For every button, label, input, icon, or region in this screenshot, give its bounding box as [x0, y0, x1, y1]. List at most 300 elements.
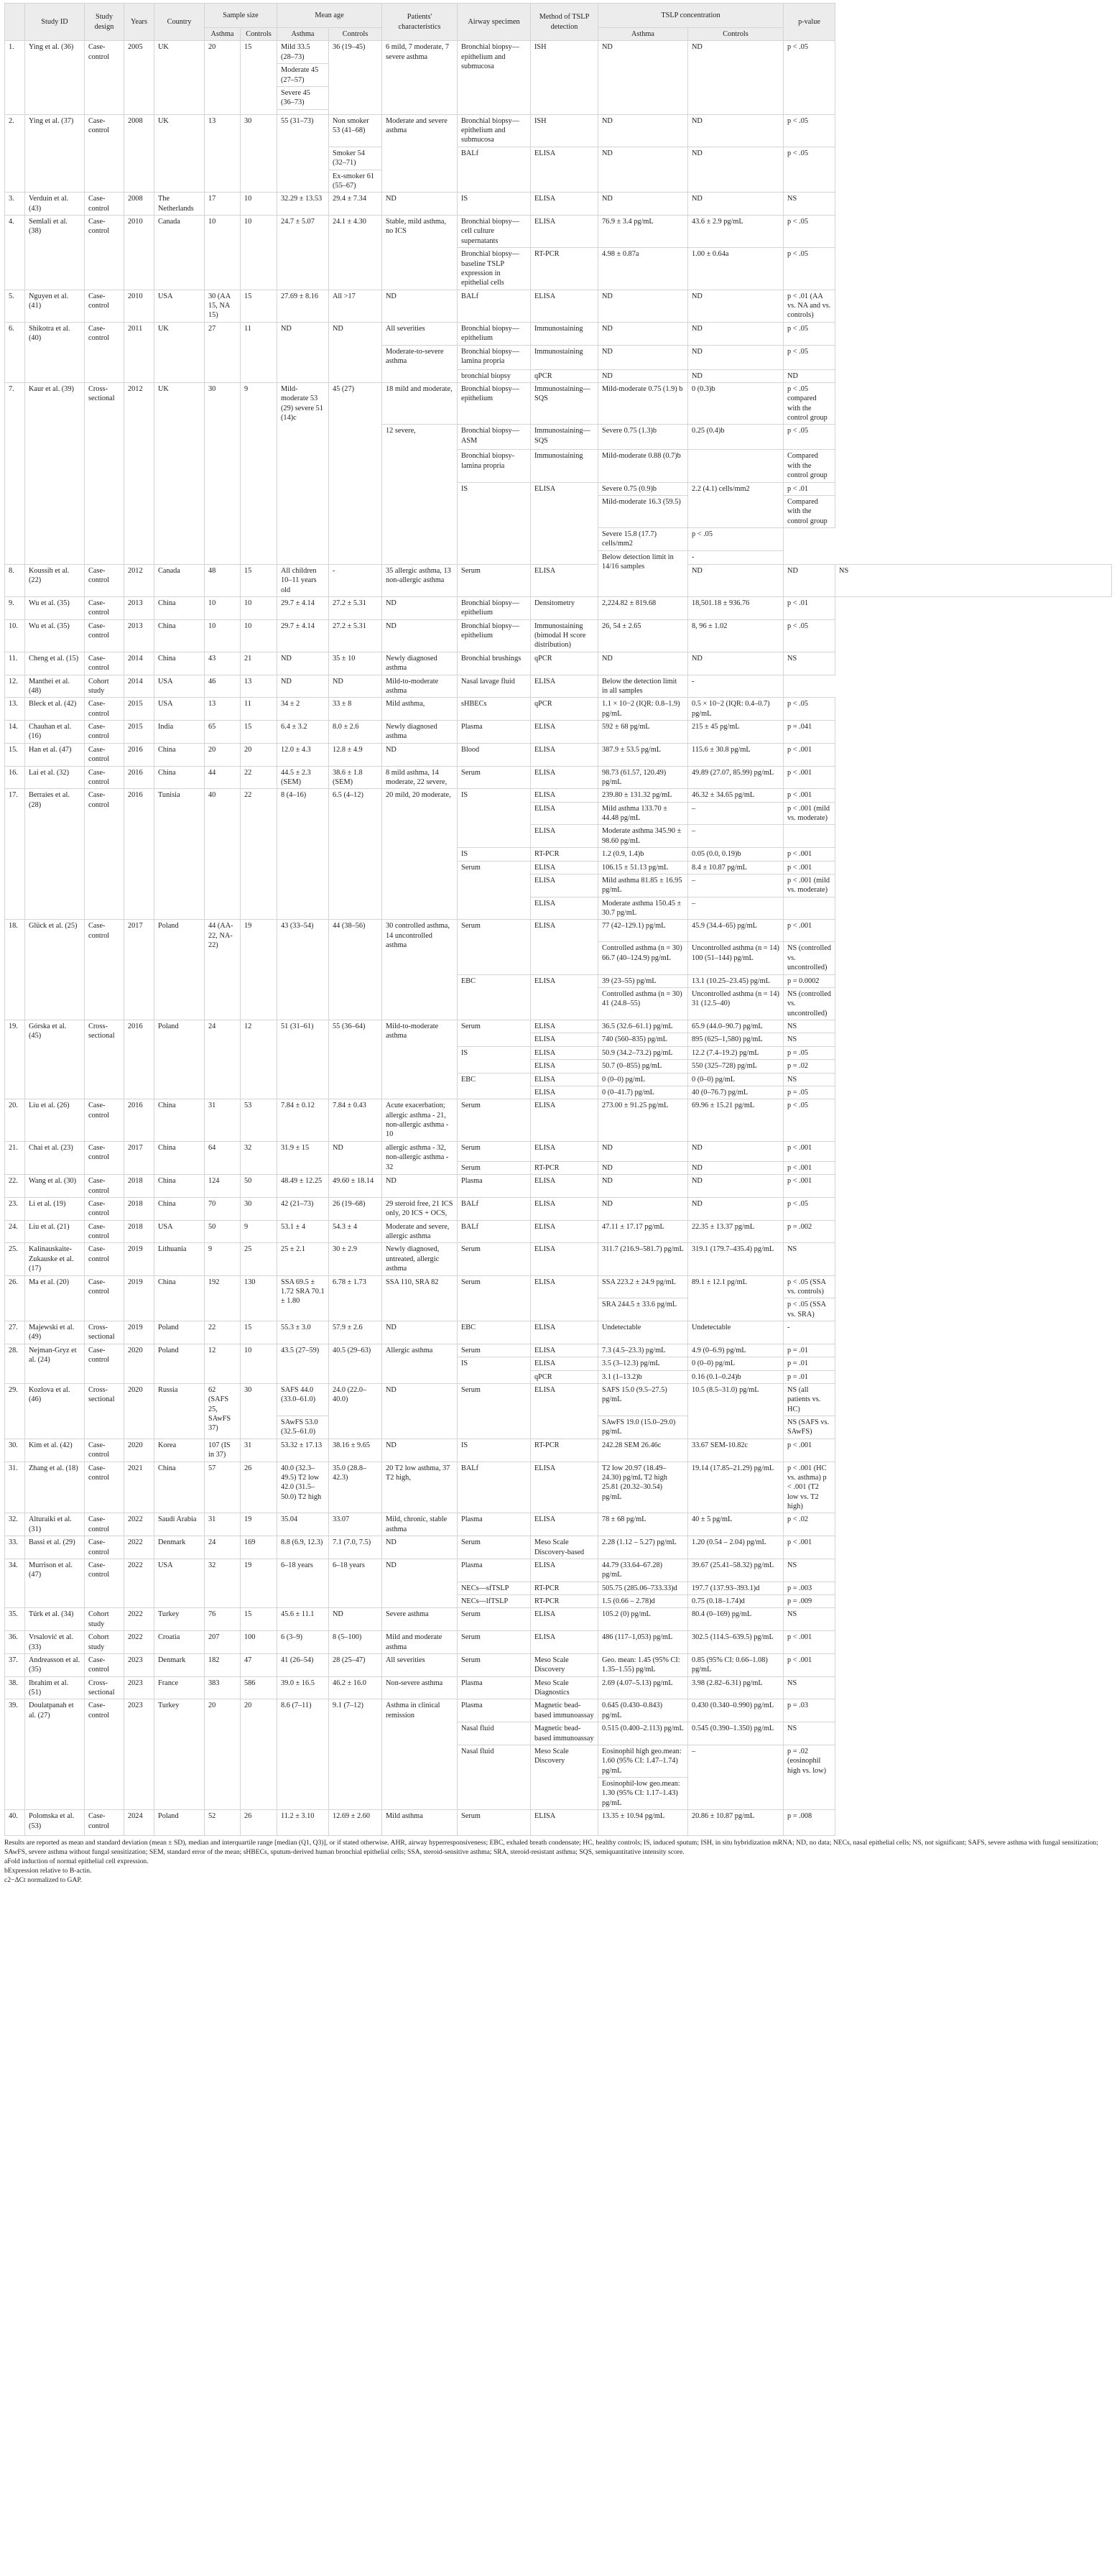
table-cell: Bronchial biopsy—baseline TSLP expression in epithelial cells — [458, 248, 531, 290]
table-cell: 2018 — [124, 1220, 154, 1243]
table-cell: 15 — [241, 290, 277, 322]
table-cell: 19 — [241, 920, 277, 1020]
table-cell: 18 mild and moderate, — [382, 382, 458, 425]
footnote-abbreviations: Results are reported as mean and standard deviation (mean ± SD), median and interquartile range [median (Q1, Q3)], or if stated otherwise. AHR, airway hyperresponsiveness; EBC, exhaled breath condensate; HC, healthy controls; IS, induced sputum; ISH, in situ hybridization mRNA; ND, no data; NECs, nasal epithelial cells; NS, not significant; SAFS, severe asthma with fungal sensitization; SAwFS, severe asthma without fungal sensitization; SEM, standard error of the mean; sHBECs, sputum-derived human bronchial epithelial cells; SSA, steroid-sensitive asthma; SRA, steroid-resistant asthma; SQS, semiquantitative intensity score. — [4, 1839, 1098, 1857]
table-cell: 69.96 ± 15.21 pg/mL — [688, 1099, 784, 1142]
table-cell: 32 — [241, 1141, 277, 1174]
table-cell: Case-control — [85, 193, 124, 216]
table-cell: Tunisia — [154, 789, 205, 920]
table-cell: qPCR — [531, 652, 598, 675]
table-cell: Case-control — [85, 1810, 124, 1836]
table-cell: Severe 0.75 (0.9)b — [598, 482, 688, 495]
table-cell: ND — [688, 114, 784, 147]
table-cell: 2024 — [124, 1810, 154, 1836]
table-cell: Meso Scale Discovery-based — [531, 1536, 598, 1559]
table-cell: 106.15 ± 51.13 pg/mL — [598, 861, 688, 874]
table-cell: 45.9 (34.4–65) pg/mL — [688, 920, 784, 942]
table-cell: USA — [154, 290, 205, 322]
table-cell: Serum — [458, 861, 531, 920]
table-cell: – — [688, 1745, 784, 1809]
table-cell: 47.11 ± 17.17 pg/mL — [598, 1220, 688, 1243]
table-cell: China — [154, 766, 205, 789]
table-cell: NS — [784, 1608, 835, 1631]
table-cell: 2019 — [124, 1243, 154, 1275]
table-cell: 1.5 (0.66 – 2.78)d — [598, 1595, 688, 1608]
table-cell: 40.0 (32.3–49.5) T2 low 42.0 (31.5–50.0) T2 high — [277, 1462, 329, 1513]
table-cell: 6.5 (4–12) — [329, 789, 382, 920]
table-row — [5, 1631, 1112, 1654]
table-cell: NS — [784, 1559, 835, 1582]
table-cell: 50.9 (34.2–73.2) pg/mL — [598, 1046, 688, 1059]
table-cell: ND — [598, 652, 688, 675]
table-cell: Chauhan et al. (16) — [25, 721, 85, 744]
table-cell: 32 — [205, 1559, 241, 1608]
table-cell: 2010 — [124, 290, 154, 322]
subheader-sample-asthma: Asthma — [205, 28, 241, 41]
table-row — [5, 1197, 1112, 1220]
table-cell: 20 T2 low asthma, 37 T2 high, — [382, 1462, 458, 1513]
table-cell: 7.3 (4.5–23.3) pg/mL — [598, 1344, 688, 1357]
table-cell: p < .001 (mild vs. moderate) — [784, 874, 835, 897]
table-cell: 27.2 ± 5.31 — [329, 619, 382, 652]
table-cell: 0.16 (0.1–0.24)b — [688, 1370, 784, 1383]
table-row — [5, 1439, 1112, 1462]
table-cell: Meso Scale Discovery — [531, 1745, 598, 1809]
table-cell: 1.1 × 10−2 (IQR: 0.8–1.9) pg/mL — [598, 698, 688, 721]
table-cell: 22.35 ± 13.37 pg/mL — [688, 1220, 784, 1243]
table-cell: 22 — [241, 766, 277, 789]
table-cell: Murrison et al. (47) — [25, 1559, 85, 1608]
table-cell: - — [329, 564, 382, 596]
table-cell: China — [154, 1197, 205, 1220]
table-cell: ISH — [531, 114, 598, 147]
table-cell: ELISA — [531, 1099, 598, 1142]
table-cell: IS — [458, 193, 531, 216]
table-cell: 48 — [205, 564, 241, 596]
table-cell: p < .001 — [784, 861, 835, 874]
table-cell: p < .001 — [784, 1141, 835, 1161]
table-cell: 49.60 ± 18.14 — [329, 1175, 382, 1198]
table-cell: ELISA — [531, 1383, 598, 1439]
table-footnotes — [4, 1839, 1112, 1885]
table-cell: NS — [784, 1722, 835, 1745]
table-cell: 130 — [241, 1275, 277, 1321]
table-cell: 2016 — [124, 789, 154, 920]
table-cell: 30 — [205, 382, 241, 564]
table-cell: ELISA — [531, 1033, 598, 1046]
table-cell: ELISA — [531, 1559, 598, 1582]
table-cell: BALf — [458, 147, 531, 193]
table-cell: 10 — [241, 216, 277, 290]
table-cell: NS — [784, 193, 835, 216]
table-cell: ND — [382, 619, 458, 652]
table-cell: p = .008 — [784, 1810, 835, 1836]
table-cell: 107 (IS in 37) — [205, 1439, 241, 1462]
table-cell: 50.7 (0–855) pg/mL — [598, 1060, 688, 1073]
table-cell: p = 0.0002 — [784, 974, 835, 987]
table-cell: Kim et al. (42) — [25, 1439, 85, 1462]
table-cell: qPCR — [531, 369, 598, 382]
table-cell: 2012 — [124, 382, 154, 564]
table-cell: 53.32 ± 17.13 — [277, 1439, 329, 1462]
table-cell: p < .05 — [688, 528, 784, 551]
subheader-tslp-controls: Controls — [688, 28, 784, 41]
table-cell: 53.1 ± 4 — [277, 1220, 329, 1243]
table-cell: p = .01 — [784, 1344, 835, 1357]
table-cell: Severe 0.75 (1.3)b — [598, 425, 688, 450]
table-cell: 44 (38–56) — [329, 920, 382, 1020]
table-cell: EBC — [458, 974, 531, 1020]
table-cell: 49.89 (27.07, 85.99) pg/mL — [688, 766, 784, 789]
table-cell: Liu et al. (26) — [25, 1099, 85, 1142]
table-cell: 51 (31–61) — [277, 1020, 329, 1099]
table-cell: 10. — [5, 619, 25, 652]
table-cell: p < .05 — [784, 322, 835, 345]
table-cell: IS — [458, 1439, 531, 1462]
table-cell: 2013 — [124, 596, 154, 619]
table-cell: 19 — [241, 1559, 277, 1608]
table-cell: ND — [382, 290, 458, 322]
table-cell: ND — [277, 322, 329, 382]
table-cell: Bleck et al. (42) — [25, 698, 85, 721]
table-cell: – — [688, 825, 784, 848]
table-cell: Lithuania — [154, 1243, 205, 1275]
table-cell: ND — [598, 345, 688, 369]
header-method: Method of TSLP detection — [531, 4, 598, 41]
table-cell: ND — [688, 564, 784, 596]
table-cell: Case-control — [85, 698, 124, 721]
table-cell: 8. — [5, 564, 25, 596]
table-cell: 105.2 (0) pg/mL — [598, 1608, 688, 1631]
table-cell: ND — [382, 1383, 458, 1439]
table-cell: USA — [154, 675, 205, 698]
table-cell: 2022 — [124, 1608, 154, 1631]
table-cell: p = .01 — [784, 1357, 835, 1370]
table-cell: Zhang et al. (18) — [25, 1462, 85, 1513]
table-cell — [784, 897, 835, 920]
table-cell: 24.7 ± 5.07 — [277, 216, 329, 290]
table-cell: 13.1 (10.25–23.45) pg/mL — [688, 974, 784, 987]
table-cell: p < .001 — [784, 848, 835, 861]
table-cell: 46.2 ± 16.0 — [329, 1676, 382, 1699]
table-cell: USA — [154, 1559, 205, 1608]
table-cell: p = .02 — [784, 1060, 835, 1073]
table-cell: 37. — [5, 1653, 25, 1676]
table-cell: Plasma — [458, 721, 531, 744]
table-cell: ELISA — [531, 874, 598, 897]
table-cell: 18,501.18 ± 936.76 — [688, 596, 784, 619]
table-cell: 50 — [205, 1220, 241, 1243]
table-cell: p = .03 — [784, 1699, 835, 1722]
table-cell: 10.5 (8.5–31.0) pg/mL — [688, 1383, 784, 1439]
table-cell: 197.7 (137.93–393.1)d — [688, 1582, 784, 1594]
table-cell: ND — [598, 290, 688, 322]
table-cell: 10 — [205, 596, 241, 619]
table-cell: p < .05 compared with the control group — [784, 382, 835, 425]
table-cell: Serum — [458, 1141, 531, 1161]
table-cell: ND — [688, 290, 784, 322]
table-row — [5, 1559, 1112, 1582]
table-cell: ELISA — [531, 1220, 598, 1243]
footnote-c: c2−ΔCt normalized to GAP. — [4, 1875, 83, 1884]
table-cell: 5. — [5, 290, 25, 322]
table-cell: Case-control — [85, 721, 124, 744]
table-cell: UK — [154, 114, 205, 193]
table-cell: Case-control — [85, 1439, 124, 1462]
table-cell: 8 (4–16) — [277, 789, 329, 920]
table-cell: p < .001 — [784, 766, 835, 789]
table-cell: 100 — [241, 1631, 277, 1654]
table-cell: RT-PCR — [531, 1582, 598, 1594]
table-cell: 15 — [241, 721, 277, 744]
table-cell: 2010 — [124, 216, 154, 290]
table-cell: 10 — [205, 216, 241, 290]
table-cell: 8 (5–100) — [329, 1631, 382, 1654]
table-cell: 2005 — [124, 41, 154, 114]
table-cell: ND — [382, 1536, 458, 1559]
table-cell: 9. — [5, 596, 25, 619]
table-cell: 43 — [205, 652, 241, 675]
table-cell: Serum — [458, 1653, 531, 1676]
table-row — [5, 619, 1112, 652]
table-cell: IS — [458, 848, 531, 861]
table-cell: 62 (SAFS 25, SAwFS 37) — [205, 1383, 241, 1439]
table-cell: Poland — [154, 1344, 205, 1383]
table-cell: Case-control — [85, 652, 124, 675]
table-cell: 47 — [241, 1653, 277, 1676]
table-cell: ND — [688, 1141, 784, 1161]
table-cell: 38.16 ± 9.65 — [329, 1439, 382, 1462]
table-cell: 6 mild, 7 moderate, 7 severe asthma — [382, 41, 458, 114]
table-cell: - — [688, 550, 784, 564]
table-cell: ELISA — [531, 897, 598, 920]
table-cell: p < .05 — [784, 619, 835, 652]
table-cell: 239.80 ± 131.32 pg/mL — [598, 789, 688, 802]
table-cell: 22 — [205, 1321, 241, 1344]
table-row — [5, 564, 1112, 596]
table-cell: ELISA — [531, 1020, 598, 1033]
table-cell: ND — [688, 1197, 784, 1220]
table-cell: Case-control — [85, 1141, 124, 1174]
table-row — [5, 1141, 1112, 1161]
table-cell: 2023 — [124, 1699, 154, 1810]
table-cell: Meso Scale Discovery — [531, 1653, 598, 1676]
table-cell: 13.35 ± 10.94 pg/mL — [598, 1810, 688, 1836]
table-cell: p < .001 — [784, 1653, 835, 1676]
table-cell: 65.9 (44.0–90.7) pg/mL — [688, 1020, 784, 1033]
table-cell: Immunostaining — [531, 322, 598, 345]
table-cell: ELISA — [531, 974, 598, 1020]
table-cell: 40 — [205, 789, 241, 920]
table-row — [5, 698, 1112, 721]
table-cell: 34. — [5, 1559, 25, 1608]
table-cell: 76.9 ± 3.4 pg/mL — [598, 216, 688, 248]
table-cell: sHBECs — [458, 698, 531, 721]
table-cell: 2.28 (1.12 – 5.27) pg/mL — [598, 1536, 688, 1559]
table-cell: 2020 — [124, 1344, 154, 1383]
table-cell: Serum — [458, 1608, 531, 1631]
table-cell: Magnetic bead-based immunoassay — [531, 1722, 598, 1745]
table-cell: 0.25 (0.4)b — [688, 425, 784, 450]
table-cell: Korea — [154, 1439, 205, 1462]
table-cell: 2014 — [124, 675, 154, 698]
table-cell: Türk et al. (34) — [25, 1608, 85, 1631]
table-cell: ND — [598, 193, 688, 216]
table-cell: ND — [382, 1559, 458, 1608]
header-tslp-concentration: TSLP concentration — [598, 4, 784, 28]
table-cell: 46.32 ± 34.65 pg/mL — [688, 789, 784, 802]
table-cell: Plasma — [458, 1559, 531, 1582]
table-cell: 8.8 (6.9, 12.3) — [277, 1536, 329, 1559]
table-cell: Uncontrolled asthma (n = 14) 31 (12.5–40) — [688, 987, 784, 1020]
table-cell: Mild-moderate 53 (29) severe 51 (14)c — [277, 382, 329, 564]
table-cell: Case-control — [85, 1559, 124, 1608]
subheader-age-asthma: Asthma — [277, 28, 329, 41]
table-cell: p = .05 — [784, 1086, 835, 1099]
table-cell: 31. — [5, 1462, 25, 1513]
table-cell: ND — [277, 652, 329, 675]
table-cell: IS — [458, 1046, 531, 1073]
table-cell: 0.85 (95% CI: 0.66–1.08) pg/mL — [688, 1653, 784, 1676]
table-cell: China — [154, 1175, 205, 1198]
table-cell: 7.1 (7.0, 7.5) — [329, 1536, 382, 1559]
table-cell: IS — [458, 1357, 531, 1384]
table-cell: ELISA — [531, 1513, 598, 1536]
table-cell: ND — [598, 1161, 688, 1174]
header-years: Years — [124, 4, 154, 41]
table-row — [5, 675, 1112, 698]
table-cell: Turkey — [154, 1608, 205, 1631]
table-cell: 55.3 ± 3.0 — [277, 1321, 329, 1344]
table-cell: 2022 — [124, 1513, 154, 1536]
table-cell: 387.9 ± 53.5 pg/mL — [598, 743, 688, 766]
table-row — [5, 1243, 1112, 1275]
table-cell: 30 controlled asthma, 14 uncontrolled asthma — [382, 920, 458, 1020]
table-cell: NECs—sfTSLP — [458, 1582, 531, 1594]
table-row — [5, 1536, 1112, 1559]
table-cell: 24 — [205, 1020, 241, 1099]
table-cell: 895 (625–1,580) pg/mL — [688, 1033, 784, 1046]
table-row — [5, 1020, 1112, 1033]
table-cell: Mild asthma, — [382, 698, 458, 721]
subheader-sample-controls: Controls — [241, 28, 277, 41]
table-cell: p < .05 — [784, 216, 835, 248]
table-cell: p = .05 — [784, 1046, 835, 1059]
table-cell: Newly diagnosed asthma — [382, 721, 458, 744]
table-cell: Moderate-to-severe asthma — [382, 345, 458, 382]
table-cell: ND — [688, 41, 784, 114]
table-cell: ND — [598, 1141, 688, 1161]
table-cell: 15 — [241, 1321, 277, 1344]
table-cell: Kozlova et al. (46) — [25, 1383, 85, 1439]
table-cell: 8.4 ± 10.87 pg/mL — [688, 861, 784, 874]
table-cell: 40 ± 5 pg/mL — [688, 1513, 784, 1536]
table-cell: 0 (0–0) pg/mL — [598, 1073, 688, 1086]
table-cell: 311.7 (216.9–581.7) pg/mL — [598, 1243, 688, 1275]
table-cell: 2008 — [124, 114, 154, 193]
table-cell: Croatia — [154, 1631, 205, 1654]
table-cell: Cohort study — [85, 675, 124, 698]
table-cell: Eosinophil high geo.mean: 1.60 (95% CI: 1.47–1.74) pg/mL — [598, 1745, 688, 1777]
table-cell: Below the detection limit in all samples — [598, 675, 688, 698]
table-cell: 26, 54 ± 2.65 — [598, 619, 688, 652]
table-cell: USA — [154, 1220, 205, 1243]
table-cell: 6. — [5, 322, 25, 382]
table-cell: Controlled asthma (n = 30) 66.7 (40–124.9) pg/mL — [598, 942, 688, 974]
table-cell: Non-severe asthma — [382, 1676, 458, 1699]
table-cell: Cross-sectional — [85, 382, 124, 564]
table-cell: 35.0 (28.8–42.3) — [329, 1462, 382, 1513]
table-cell: 2019 — [124, 1321, 154, 1344]
table-row — [5, 1344, 1112, 1357]
table-cell: 8.6 (7–11) — [277, 1699, 329, 1810]
table-cell: 0 (0–0) pg/mL — [688, 1073, 784, 1086]
table-cell: Non smoker 53 (41–68) — [329, 114, 382, 147]
table-cell: China — [154, 1275, 205, 1321]
header-study-design: Study design — [85, 4, 124, 41]
table-cell: Majewski et al. (49) — [25, 1321, 85, 1344]
table-cell: Bronchial biopsy—ASM — [458, 425, 531, 450]
table-cell: SAFS 44.0 (33.0–61.0) — [277, 1383, 329, 1416]
table-cell: p < .05 — [784, 248, 835, 290]
table-cell: Mild-moderate 0.75 (1.9) b — [598, 382, 688, 425]
table-cell: 29.7 ± 4.14 — [277, 596, 329, 619]
table-cell: ELISA — [531, 1046, 598, 1059]
table-cell: All severities — [382, 322, 458, 345]
table-container — [4, 3, 1112, 1885]
table-cell: 11. — [5, 652, 25, 675]
table-cell: 2016 — [124, 766, 154, 789]
table-cell: 215 ± 45 pg/mL — [688, 721, 784, 744]
table-cell: 8 mild asthma, 14 moderate, 22 severe, — [382, 766, 458, 789]
table-cell: Case-control — [85, 290, 124, 322]
table-cell: p < .05 — [784, 1197, 835, 1220]
table-cell: Case-control — [85, 596, 124, 619]
table-cell: 55 (36–64) — [329, 1020, 382, 1099]
table-cell: EBC — [458, 1073, 531, 1099]
table-cell: 46 — [205, 675, 241, 698]
table-cell: 2.69 (4.07–5.13) pg/mL — [598, 1676, 688, 1699]
table-cell: ND — [598, 41, 688, 114]
table-cell: Serum — [458, 766, 531, 789]
table-cell: 2016 — [124, 1020, 154, 1099]
table-cell: p = .009 — [784, 1595, 835, 1608]
table-cell: Berraies et al. (28) — [25, 789, 85, 920]
table-cell: 24.1 ± 4.30 — [329, 216, 382, 290]
table-cell: SSA 110, SRA 82 — [382, 1275, 458, 1321]
table-cell: 3. — [5, 193, 25, 216]
table-cell: NS — [784, 1033, 835, 1046]
table-cell: Bronchial biopsy—epithelium and submucosa — [458, 41, 531, 114]
table-cell: Moderate asthma 345.90 ± 98.60 pg/mL — [598, 825, 688, 848]
table-cell: Cohort study — [85, 1608, 124, 1631]
table-cell: 24. — [5, 1220, 25, 1243]
table-cell: 31 — [241, 1439, 277, 1462]
table-row — [5, 1321, 1112, 1344]
table-row — [5, 1608, 1112, 1631]
table-cell: Poland — [154, 1810, 205, 1836]
table-cell: 383 — [205, 1676, 241, 1699]
table-cell: Plasma — [458, 1676, 531, 1699]
table-cell: Case-control — [85, 1175, 124, 1198]
table-cell: Severe 45 (36–73) — [277, 86, 329, 109]
table-cell: Case-control — [85, 789, 124, 920]
header-patients-characteristics: Patients' characteristics — [382, 4, 458, 41]
table-cell: 7.84 ± 0.12 — [277, 1099, 329, 1142]
table-cell: 31 — [205, 1513, 241, 1536]
table-cell: 22. — [5, 1175, 25, 1198]
table-cell — [277, 109, 329, 114]
